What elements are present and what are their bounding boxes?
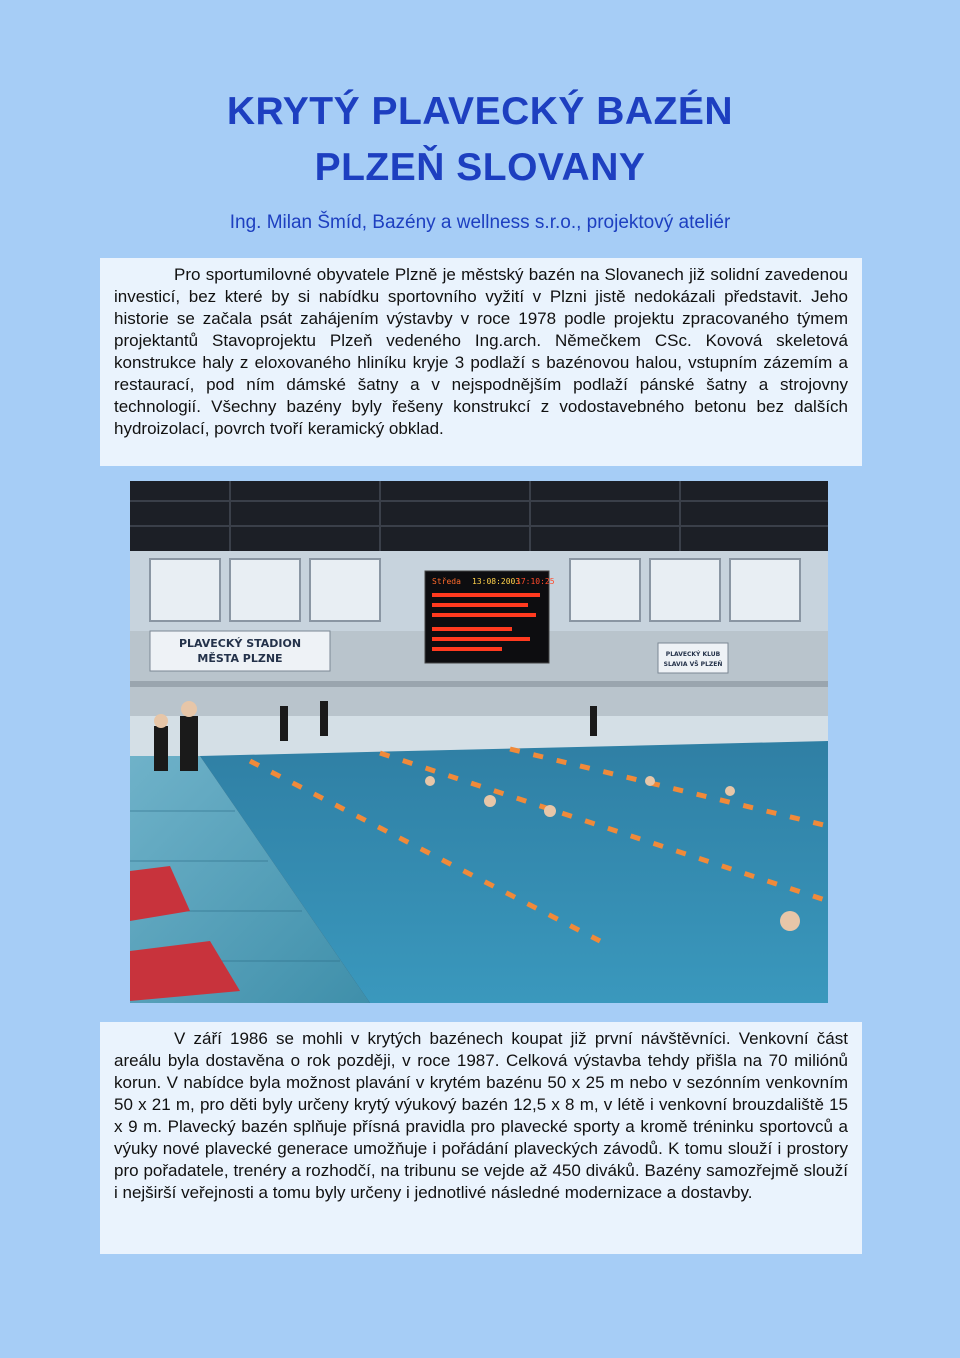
page-title [0,84,960,196]
club-sign-line-1: PLAVECKÝ KLUB [665,651,721,658]
author-line: Ing. Milan Šmíd, Bazény a wellness s.r.o., projektový ateliér [229,212,731,233]
history-text-box [100,1022,862,1254]
title-line-1: KRYTÝ PLAVECKÝ BAZÉN [226,90,734,133]
scoreboard-day: Středa [432,577,461,586]
paragraph-history: Pro sportumilovné obyvatele Plzně je městský bazén na Slovanech již solidní zavedenou investicí, bez které by si nabídku sportovního vyžití v Plzni jistě nedokázali představit. Jeho historie se začala psát zahájením výstavby v roce 1978 podle projektu zpracovaného týmem projektantů Stavoprojektu Plzeň vedeného Ing.arch. Němečkem CSc. Kovová skeletová konstrukce haly z eloxovaného hliníku kryje 3 podlaží s bazénovou halou, vstupním zázemím a restaurací, pod ním dámské šatny a v nejspodnějším podlaží pánské šatny a strojovny technologií. Všechny bazény byly řešeny konstrukcí z vodostavebného betonu bez dalších hydroizolací, povrch tvoří keramický obklad. [114,265,848,438]
paragraph-opening: V září 1986 se mohli v krytých bazénech koupat již první návštěvníci. Venkovní část areálu byla dostavěna o rok později, v roce 1987. Celková výstavba tehdy přišla na 70 miliónů korun. V nabídce byla možnost plavání v krytém bazénu 50 x 25 m nebo v sezónním venkovním 50 x 21 m, pro děti byly určeny krytý výukový bazén 12,5 x 8 m, v létě i venkovní brouzdaliště 15 x 9 m. Plavecký bazén splňuje přísná pravidla pro plavecké sporty a kromě tréninku sportovců a výuky nové plavecké generace umožňuje i pořádání plaveckých závodů. K tomu slouží i prostory pro pořadatele, trenéry a rozhodčí, na tribunu se vejde až 450 diváků. Bazény samozřejmě slouží i nejširší veřejnosti a tomu byly určeny i jednotlivé následné modernizace a dostavby. [114,1029,848,1202]
pool-hall-illustration [130,481,828,1003]
pool-photo [130,481,828,1003]
club-sign-line-2: SLAVIA VŠ PLZEŇ [663,661,723,668]
stadium-sign-line-2: MĚSTA PLZNE [197,652,283,665]
title-line-2: PLZEŇ SLOVANY [314,146,646,189]
intro-text-box [100,258,862,466]
scoreboard-date: 13:08:2003 [472,577,521,586]
scoreboard-clock: 17:10:25 [516,577,555,586]
stadium-sign-line-1: PLAVECKÝ STADION [178,637,302,650]
